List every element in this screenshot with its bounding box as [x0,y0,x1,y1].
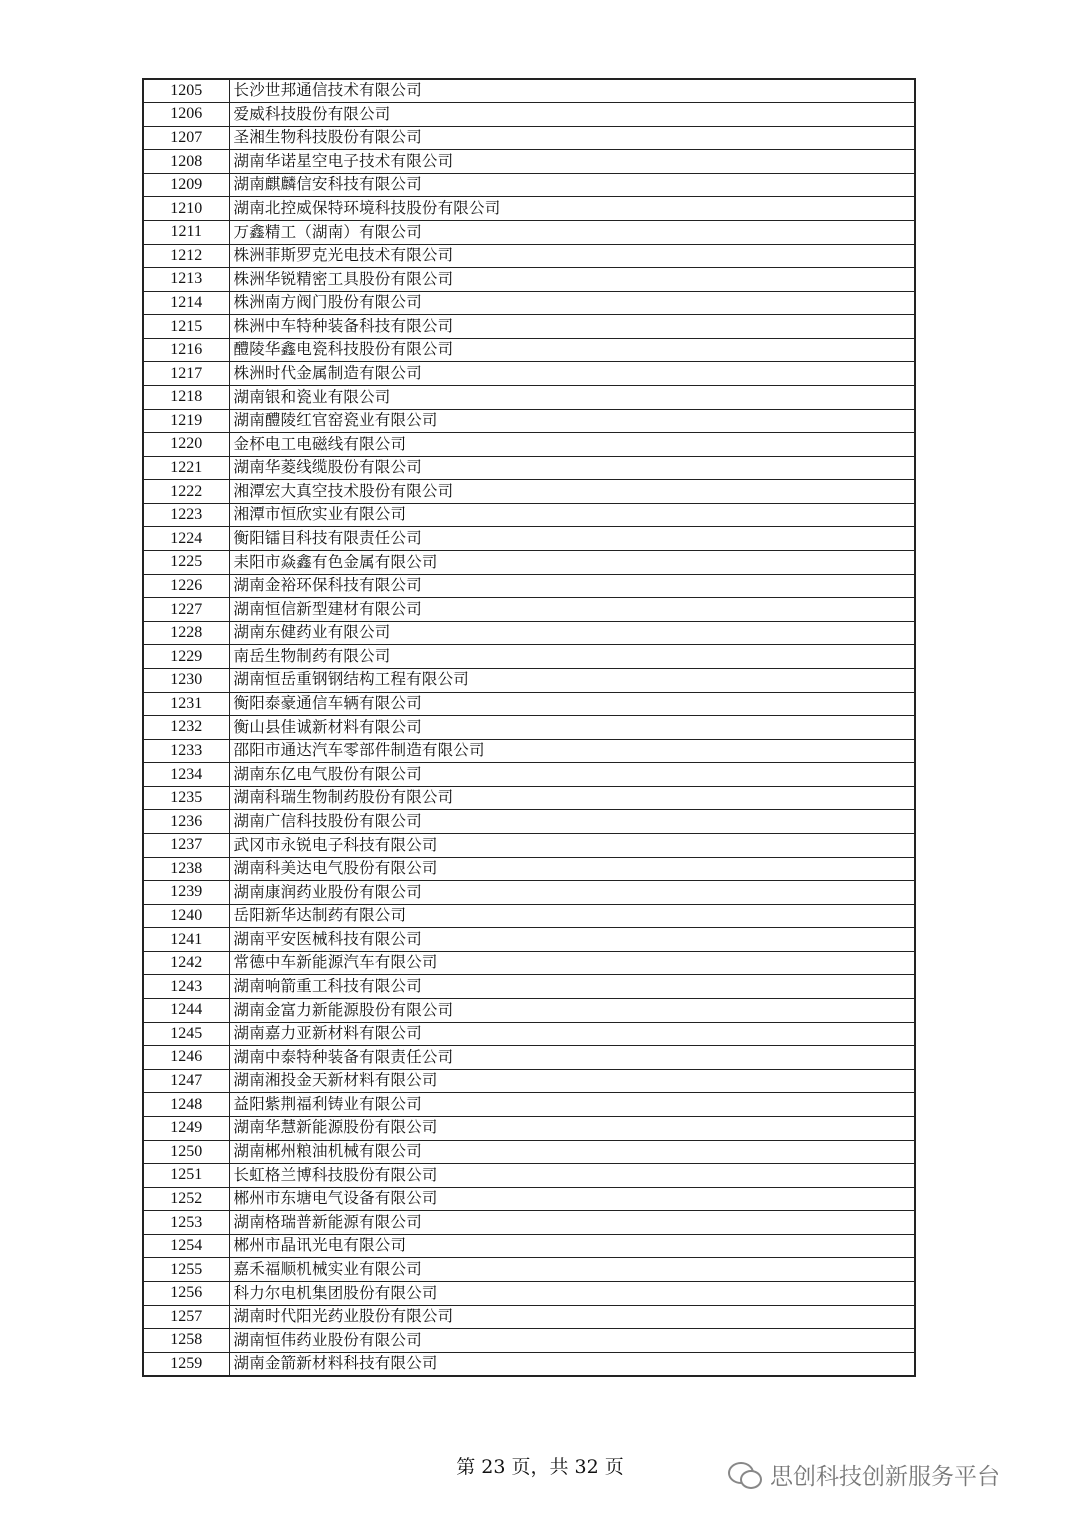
table-row [143,480,915,504]
table-row [143,739,915,763]
company-name: 醴陵华鑫电瓷科技股份有限公司 [229,338,915,362]
row-number: 1237 [143,834,229,858]
table-row [143,503,915,527]
table-row [143,386,915,410]
row-number: 1224 [143,527,229,551]
company-name: 湖南嘉力亚新材料有限公司 [229,1022,915,1046]
company-name: 湖南恒伟药业股份有限公司 [229,1329,915,1353]
table-row [143,1093,915,1117]
row-number: 1240 [143,904,229,928]
company-name: 耒阳市焱鑫有色金属有限公司 [229,551,915,575]
company-name: 湖南麒麟信安科技有限公司 [229,173,915,197]
row-number: 1244 [143,999,229,1023]
row-number: 1254 [143,1234,229,1258]
company-name: 湖南格瑞普新能源有限公司 [229,1211,915,1235]
row-number: 1252 [143,1187,229,1211]
company-name: 湖南醴陵红官窑瓷业有限公司 [229,409,915,433]
company-name: 郴州市东塘电气设备有限公司 [229,1187,915,1211]
page-number-label: 第 23 页，共 32 页 [456,1456,624,1478]
row-number: 1231 [143,692,229,716]
table-row [143,692,915,716]
table-row [143,881,915,905]
row-number: 1207 [143,126,229,150]
company-name: 湖南东亿电气股份有限公司 [229,763,915,787]
company-name: 衡阳泰豪通信车辆有限公司 [229,692,915,716]
table-row [143,645,915,669]
row-number: 1239 [143,881,229,905]
table-row [143,999,915,1023]
watermark [728,1458,1000,1491]
table-row [143,409,915,433]
table-row [143,857,915,881]
row-number: 1206 [143,103,229,127]
row-number: 1214 [143,291,229,315]
company-name: 湖南响箭重工科技有限公司 [229,975,915,999]
table-row [143,338,915,362]
table-row [143,244,915,268]
row-number: 1226 [143,574,229,598]
row-number: 1223 [143,503,229,527]
company-name: 株洲南方阀门股份有限公司 [229,291,915,315]
row-number: 1216 [143,338,229,362]
row-number: 1212 [143,244,229,268]
company-name: 湖南金箭新材料科技有限公司 [229,1352,915,1376]
row-number: 1218 [143,386,229,410]
company-name: 株洲菲斯罗克光电技术有限公司 [229,244,915,268]
row-number: 1235 [143,786,229,810]
company-name: 岳阳新华达制药有限公司 [229,904,915,928]
row-number: 1210 [143,197,229,221]
table-row [143,1022,915,1046]
table-row [143,1211,915,1235]
company-name: 嘉禾福顺机械实业有限公司 [229,1258,915,1282]
company-name: 湖南华菱线缆股份有限公司 [229,456,915,480]
company-name: 湖南金富力新能源股份有限公司 [229,999,915,1023]
row-number: 1243 [143,975,229,999]
table-row [143,574,915,598]
table-row [143,1116,915,1140]
company-name: 湖南平安医械科技有限公司 [229,928,915,952]
table-row [143,786,915,810]
table-row [143,621,915,645]
table-row [143,1164,915,1188]
table-row [143,126,915,150]
table-row [143,716,915,740]
company-name: 常德中车新能源汽车有限公司 [229,951,915,975]
table-row [143,173,915,197]
company-name: 益阳紫荆福利铸业有限公司 [229,1093,915,1117]
row-number: 1246 [143,1046,229,1070]
table-row [143,362,915,386]
row-number: 1228 [143,621,229,645]
company-name: 湖南恒信新型建材有限公司 [229,598,915,622]
company-name: 湖南科美达电气股份有限公司 [229,857,915,881]
table-row [143,1352,915,1376]
row-number: 1225 [143,551,229,575]
table-row [143,928,915,952]
company-name: 湖南金裕环保科技有限公司 [229,574,915,598]
company-name: 湖南北控威保特环境科技股份有限公司 [229,197,915,221]
row-number: 1247 [143,1069,229,1093]
table-row [143,668,915,692]
row-number: 1241 [143,928,229,952]
table-row [143,315,915,339]
row-number: 1258 [143,1329,229,1353]
row-number: 1233 [143,739,229,763]
table-row [143,456,915,480]
company-name: 湖南广信科技股份有限公司 [229,810,915,834]
row-number: 1219 [143,409,229,433]
row-number: 1205 [143,79,229,103]
table-row [143,1258,915,1282]
row-number: 1217 [143,362,229,386]
company-name: 湖南华慧新能源股份有限公司 [229,1116,915,1140]
table-row [143,904,915,928]
table-row [143,1187,915,1211]
row-number: 1242 [143,951,229,975]
company-name: 圣湘生物科技股份有限公司 [229,126,915,150]
table-row [143,810,915,834]
table-row [143,197,915,221]
table-row [143,598,915,622]
row-number: 1250 [143,1140,229,1164]
row-number: 1215 [143,315,229,339]
row-number: 1255 [143,1258,229,1282]
company-name: 湖南华诺星空电子技术有限公司 [229,150,915,174]
row-number: 1257 [143,1305,229,1329]
company-name: 湖南科瑞生物制药股份有限公司 [229,786,915,810]
table-body [143,79,915,1376]
row-number: 1249 [143,1116,229,1140]
wechat-icon [728,1460,762,1490]
company-name: 武冈市永锐电子科技有限公司 [229,834,915,858]
row-number: 1211 [143,220,229,244]
row-number: 1259 [143,1352,229,1376]
table-row [143,1281,915,1305]
company-name: 科力尔电机集团股份有限公司 [229,1281,915,1305]
company-name: 爱威科技股份有限公司 [229,103,915,127]
company-name: 衡阳镭目科技有限责任公司 [229,527,915,551]
company-name: 株洲时代金属制造有限公司 [229,362,915,386]
table-row [143,103,915,127]
table-row [143,834,915,858]
company-name: 衡山县佳诚新材料有限公司 [229,716,915,740]
row-number: 1230 [143,668,229,692]
row-number: 1234 [143,763,229,787]
table-row [143,763,915,787]
row-number: 1238 [143,857,229,881]
table-row [143,1140,915,1164]
table-row [143,291,915,315]
company-name: 邵阳市通达汽车零部件制造有限公司 [229,739,915,763]
company-name: 湖南湘投金天新材料有限公司 [229,1069,915,1093]
company-name: 湘潭宏大真空技术股份有限公司 [229,480,915,504]
row-number: 1222 [143,480,229,504]
row-number: 1248 [143,1093,229,1117]
company-name: 长沙世邦通信技术有限公司 [229,79,915,103]
row-number: 1229 [143,645,229,669]
table-row [143,433,915,457]
row-number: 1221 [143,456,229,480]
company-name: 湖南时代阳光药业股份有限公司 [229,1305,915,1329]
row-number: 1213 [143,268,229,292]
company-name: 南岳生物制药有限公司 [229,645,915,669]
table-row [143,551,915,575]
watermark-text: 思创科技创新服务平台 [770,1464,1000,1490]
row-number: 1236 [143,810,229,834]
row-number: 1245 [143,1022,229,1046]
table-row [143,150,915,174]
table-row [143,1329,915,1353]
row-number: 1256 [143,1281,229,1305]
company-name: 长虹格兰博科技股份有限公司 [229,1164,915,1188]
row-number: 1251 [143,1164,229,1188]
row-number: 1209 [143,173,229,197]
table-row [143,1305,915,1329]
row-number: 1220 [143,433,229,457]
company-name: 湖南东健药业有限公司 [229,621,915,645]
table-row [143,951,915,975]
table-row [143,975,915,999]
table-row [143,79,915,103]
company-name: 郴州市晶讯光电有限公司 [229,1234,915,1258]
row-number: 1253 [143,1211,229,1235]
company-name: 湖南银和瓷业有限公司 [229,386,915,410]
company-name: 万鑫精工（湖南）有限公司 [229,220,915,244]
table-row [143,268,915,292]
table-row [143,220,915,244]
row-number: 1208 [143,150,229,174]
company-name: 株洲中车特种装备科技有限公司 [229,315,915,339]
row-number: 1227 [143,598,229,622]
company-name: 金杯电工电磁线有限公司 [229,433,915,457]
table-row [143,527,915,551]
company-list-table [142,78,916,1377]
table-row [143,1069,915,1093]
table-row [143,1046,915,1070]
company-name: 湖南中泰特种装备有限责任公司 [229,1046,915,1070]
row-number: 1232 [143,716,229,740]
company-name: 湖南康润药业股份有限公司 [229,881,915,905]
company-name: 湘潭市恒欣实业有限公司 [229,503,915,527]
company-name: 湖南郴州粮油机械有限公司 [229,1140,915,1164]
company-name: 株洲华锐精密工具股份有限公司 [229,268,915,292]
table-row [143,1234,915,1258]
company-name: 湖南恒岳重钢钢结构工程有限公司 [229,668,915,692]
